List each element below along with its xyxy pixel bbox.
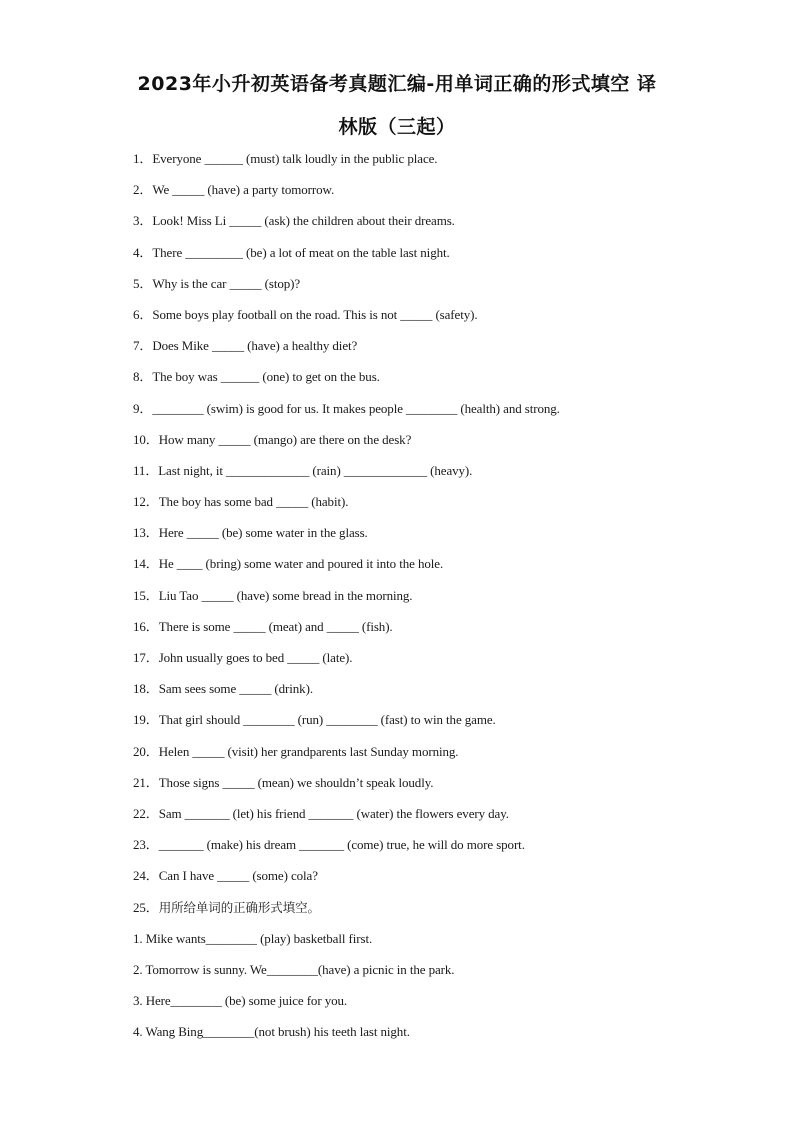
- question-item: [133, 867, 693, 898]
- question-text: John usually goes to bed _____ (late).: [158, 650, 353, 665]
- question-item: [133, 212, 693, 243]
- question-number: 21．: [133, 774, 159, 790]
- question-number: 4．: [133, 244, 153, 260]
- question-text: Can I have _____ (some) cola?: [158, 868, 318, 884]
- question-text: We _____ (have) a party tomorrow.: [152, 182, 335, 198]
- question-item: [133, 805, 693, 836]
- question-text: There is some _____ (meat) and _____ (fish).: [158, 618, 393, 634]
- question-text: That girl should ________ (run) ________ (fast) to win the game.: [158, 712, 496, 728]
- question-list: [133, 150, 693, 1054]
- question-item: [133, 649, 693, 680]
- sub-question-text: 2. Tomorrow is sunny. We________(have) a picnic in the park.: [133, 961, 455, 977]
- question-text: Some boys play football on the road. This is not _____ (safety).: [152, 306, 478, 322]
- question-item: [133, 774, 693, 805]
- question-text: Last night, it _____________ (rain) _____________ (heavy).: [158, 462, 473, 478]
- question-number: 12．: [133, 494, 159, 510]
- question-number: 20．: [133, 743, 159, 759]
- question-number: 16．: [133, 618, 159, 634]
- sub-question-text: 1. Mike wants________ (play) basketball first.: [133, 930, 373, 946]
- question-text: Why is the car _____ (stop)?: [152, 275, 301, 291]
- question-text: The boy has some bad _____ (habit).: [158, 494, 349, 510]
- sub-question-text: 4. Wang Bing________(not brush) his teeth last night.: [133, 1024, 410, 1040]
- question-item: [133, 306, 693, 337]
- question-number: 17．: [133, 650, 159, 665]
- question-text: Here _____ (be) some water in the glass.: [158, 525, 368, 541]
- question-item: [133, 493, 693, 524]
- question-text: There _________ (be) a lot of meat on the table last night.: [152, 244, 450, 260]
- question-number: 13．: [133, 525, 159, 541]
- question-number: 3．: [133, 213, 153, 229]
- question-number: 14．: [133, 556, 159, 572]
- sub-question-item: [133, 992, 693, 1023]
- question-item: [133, 836, 693, 867]
- question-text: Does Mike _____ (have) a healthy diet?: [152, 338, 358, 354]
- question-item: [133, 462, 693, 493]
- question-text: The boy was ______ (one) to get on the bus.: [152, 369, 380, 385]
- question-item: [133, 275, 693, 306]
- sub-question-item: [133, 930, 693, 961]
- question-number: 7．: [133, 338, 153, 354]
- question-text: _______ (make) his dream _______ (come) true, he will do more sport.: [158, 837, 525, 853]
- question-item: [133, 244, 693, 275]
- question-text: Sam _______ (let) his friend _______ (water) the flowers every day.: [158, 805, 509, 821]
- question-number: 10．: [133, 431, 159, 447]
- question-number: 11．: [133, 462, 159, 478]
- sub-question-text: 3. Here________ (be) some juice for you.: [133, 993, 348, 1009]
- question-item: [133, 587, 693, 618]
- question-item: [133, 524, 693, 555]
- question-number: 24．: [133, 868, 159, 884]
- question-text: Helen _____ (visit) her grandparents last Sunday morning.: [158, 743, 459, 759]
- question-item: [133, 368, 693, 399]
- question-text: ________ (swim) is good for us. It makes people ________ (health) and strong.: [152, 400, 560, 416]
- sub-question-item: [133, 1023, 693, 1054]
- question-number: 22．: [133, 805, 159, 821]
- question-item: [133, 618, 693, 649]
- question-number: 25．: [133, 899, 159, 915]
- question-item: [133, 899, 693, 930]
- question-item: [133, 400, 693, 431]
- question-text: He ____ (bring) some water and poured it into the hole.: [158, 556, 444, 572]
- question-number: 6．: [133, 306, 153, 322]
- question-number: 1．: [133, 151, 153, 166]
- question-item: [133, 181, 693, 212]
- question-text: Sam sees some _____ (drink).: [158, 681, 313, 697]
- question-text: 用所给单词的正确形式填空。: [158, 899, 320, 915]
- question-number: 15．: [133, 587, 159, 603]
- question-number: 2．: [133, 182, 153, 198]
- question-number: 19．: [133, 712, 159, 728]
- question-item: [133, 431, 693, 462]
- question-text: Everyone ______ (must) talk loudly in the public place.: [152, 151, 438, 166]
- question-text: Those signs _____ (mean) we shouldn’t speak loudly.: [158, 774, 434, 790]
- question-text: How many _____ (mango) are there on the desk?: [158, 431, 412, 447]
- question-number: 9．: [133, 400, 153, 416]
- question-number: 5．: [133, 275, 153, 291]
- question-item: [133, 337, 693, 368]
- page-title-line-2: 林版（三起）: [338, 116, 456, 138]
- question-number: 18．: [133, 681, 159, 697]
- sub-question-item: [133, 961, 693, 992]
- question-item: [133, 150, 693, 181]
- question-item: [133, 743, 693, 774]
- question-item: [133, 555, 693, 586]
- question-item: [133, 711, 693, 742]
- question-text: Liu Tao _____ (have) some bread in the morning.: [158, 587, 413, 603]
- question-number: 8．: [133, 369, 153, 385]
- page-title-line-1: 2023年小升初英语备考真题汇编-用单词正确的形式填空 译: [137, 73, 657, 95]
- question-text: Look! Miss Li _____ (ask) the children about their dreams.: [152, 213, 455, 229]
- question-item: [133, 680, 693, 711]
- question-number: 23．: [133, 837, 159, 853]
